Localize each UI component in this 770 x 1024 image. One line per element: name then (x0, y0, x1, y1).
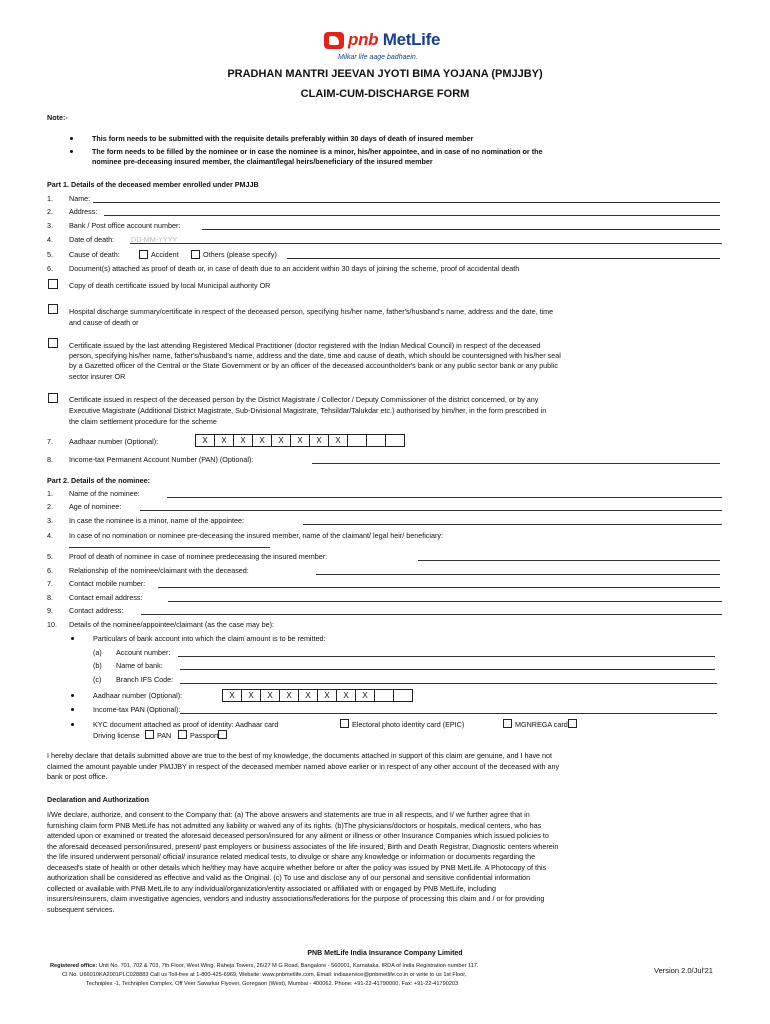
proof-checkbox-4[interactable] (48, 393, 58, 403)
bullet (70, 150, 73, 153)
form-subtitle: CLAIM-CUM-DISCHARGE FORM (300, 88, 470, 100)
digit-box[interactable] (375, 689, 394, 702)
ifsc-label: Branch IFS Code: (116, 675, 174, 684)
documents-attached-label: Document(s) attached as proof of death or, in case of death due to an accident within 30 days of joining the scheme, proof of accidental death (69, 264, 520, 273)
field-number: 4. (47, 531, 53, 540)
others-label: Others (please specify) (203, 250, 277, 259)
footer-company: PNB MetLife India Insurance Company Limited (307, 950, 463, 957)
digit-box[interactable]: X (195, 434, 215, 447)
nominee-death-proof-field[interactable] (418, 560, 720, 561)
pnb-logo-icon (324, 32, 344, 49)
contact-address-field[interactable] (141, 614, 722, 615)
declaration-text (47, 751, 724, 783)
nominee-name-label: Name of the nominee: (69, 489, 140, 498)
epic-checkbox[interactable] (503, 719, 512, 728)
digit-box[interactable]: X (280, 689, 299, 702)
digit-box[interactable]: X (215, 434, 234, 447)
field-number: 5. (47, 250, 53, 259)
field-number: 1. (47, 489, 53, 498)
authorization-text (47, 810, 724, 915)
nominee-aadhaar-label: Aadhaar number (Optional): (93, 691, 183, 700)
pan-label: Income-tax Permanent Account Number (PAN) (Optional): (69, 455, 254, 464)
authorization-line: collected or available with PNB MetLife to any individual/organization/entity associated or affiliated with or engaged by PNB MetLife, including (47, 883, 496, 893)
authorization-line: subsequent services. (47, 904, 115, 914)
pan-field[interactable] (312, 463, 720, 464)
passport-label: Passport (190, 731, 219, 740)
proof-checkbox-2[interactable] (48, 304, 58, 314)
appointee-field[interactable] (303, 524, 722, 525)
bullet (71, 694, 74, 697)
deceased-name-field[interactable] (93, 202, 720, 203)
passport-checkbox[interactable] (218, 730, 227, 739)
declaration-line: claimed the amount payable under PMJJBY in respect of the deceased member named above earlier or in respect of any other account of the deceased with any (47, 761, 560, 771)
form-title: PRADHAN MANTRI JEEVAN JYOTI BIMA YOJANA (PMJJBY) (227, 68, 543, 80)
proof-text: Certificate issued by the last attending Registered Medical Practitioner (doctor registered with the Indian Medical Council) in respect of the deceased (69, 341, 541, 350)
email-label: Contact email address: (69, 593, 143, 602)
aadhaar-number-boxes[interactable] (195, 434, 405, 445)
authorization-line: the life insured underwent personal/ official/ insurance related medical tests, to divulge or share any knowledge or information or documents regarding the (47, 852, 536, 861)
proof-text: Hospital discharge summary/certificate in respect of the deceased person, specifying his/her name, father's/husband's name, address and the date, time (69, 307, 554, 316)
digit-box[interactable]: X (234, 434, 253, 447)
digit-box[interactable] (394, 689, 413, 702)
field-number: 6. (47, 264, 53, 273)
bank-row-index: (b) (93, 661, 102, 670)
digit-box[interactable]: X (253, 434, 272, 447)
pan-option-label: PAN (157, 731, 172, 740)
bank-account-label: Account number: (116, 648, 171, 657)
field-number: 10. (47, 620, 57, 629)
proof-text: Executive Magistrate (Additional District Magistrate, Sub-Divisional Magistrate, Tehsildar/Talukdar etc.) authorised by him/her, in the form prescribed in (69, 406, 547, 415)
aadhaar-label: Aadhaar number (Optional): (69, 437, 159, 446)
bank-row-index: (a) (93, 648, 102, 657)
digit-box[interactable]: X (329, 434, 348, 447)
logo-tagline: Milkar life aage badhaein. (338, 54, 418, 61)
logo-pnb: pnb (348, 30, 379, 49)
digit-box[interactable] (367, 434, 386, 447)
proof-text: person, specifying his/her name, father's/husband's name, address and the date, time and cause of death, which should be countersigned with his/her seal (69, 351, 561, 360)
driving-license-checkbox[interactable] (145, 730, 154, 739)
digit-box[interactable]: X (337, 689, 356, 702)
note-item: This form needs to be submitted with the requisite details preferably within 30 days of death of insured member (92, 134, 474, 143)
nominee-details-label: Details of the nominee/appointee/claimant (as the case may be): (69, 620, 274, 629)
declaration-heading: Declaration and Authorization (47, 795, 149, 804)
account-number-field[interactable] (202, 229, 720, 230)
proof-checkbox-1[interactable] (48, 279, 58, 289)
proof-text: and cause of death or (69, 318, 139, 327)
proof-text: Copy of death certificate issued by local Municipal authority OR (69, 281, 271, 290)
footer-cin: CI No. U66010KA2001PLC028883 Call us Toll-free at 1-800-425-6969, Website: www.pnbmetlife.com, Email: indiaservice@pnbmetlife.co.in or write to us 1st Floor, (62, 972, 467, 978)
deceased-address-field[interactable] (104, 215, 720, 216)
bank-row-index: (c) (93, 675, 102, 684)
proof-text: the claim settlement procedure for the scheme (69, 417, 217, 426)
field-number: 2. (47, 502, 53, 511)
field-number: 8. (47, 593, 53, 602)
footer-address: Techniplex -1, Techniplex Complex, Off Veer Savarkar Flyover, Goregaon (West), Mumbai - 400062. Phone: +91-22-41790000, Fax: +91-22-41790203 (86, 981, 459, 987)
digit-box[interactable]: X (310, 434, 329, 447)
digit-box[interactable]: X (242, 689, 261, 702)
digit-box[interactable]: X (356, 689, 375, 702)
field-number: 7. (47, 437, 53, 446)
digit-box[interactable] (348, 434, 367, 447)
pnb-metlife-logo (324, 30, 454, 68)
bank-particulars-label: Particulars of bank account into which the claim amount is to be remitted: (93, 634, 326, 643)
bullet (71, 723, 74, 726)
nominee-pan-field[interactable] (180, 713, 717, 714)
authorization-line: insurers/reinsurers, claim investigative agencies, vendors and industry associations/federations for the purpose of processing this claim and / or for providing (47, 894, 545, 903)
claimant-label: In case of no nomination or nominee pre-deceasing the insured member, name of the claimant/ legal heir/ beneficiary: (69, 531, 443, 540)
authorization-line: deceased's state of health or other details which he/they may have acquire whether before or after the policy was issued by PNB MetLife. A Photocopy of this (47, 862, 547, 872)
bullet (71, 637, 74, 640)
cause-of-death-label: Cause of death: (69, 250, 120, 259)
nominee-pan-label: Income-tax PAN (Optional): (93, 705, 181, 714)
proof-checkbox-3[interactable] (48, 338, 58, 348)
date-of-death-placeholder: DD-MM-YYYY (131, 235, 178, 244)
part2-heading: Part 2. Details of the nominee: (47, 476, 151, 485)
relationship-field[interactable] (316, 574, 720, 575)
date-of-death-label: Date of death: (69, 235, 115, 244)
accident-label: Accident (151, 250, 179, 259)
footer-registered (50, 962, 478, 970)
note-label: Note:- (47, 113, 68, 122)
mobile-label: Contact mobile number: (69, 579, 146, 588)
kyc-label: KYC document attached as proof of identity: Aadhaar card (93, 720, 279, 729)
nominee-age-label: Age of nominee: (69, 502, 122, 511)
driving-license-label: Driving license (93, 731, 140, 740)
contact-address-label: Contact address: (69, 606, 124, 615)
appointee-label: In case the nominee is a minor, name of the appointee: (69, 516, 245, 525)
deceased-address-label: Address: (69, 207, 98, 216)
field-number: 4. (47, 235, 53, 244)
relationship-label: Relationship of the nominee/claimant with the deceased: (69, 566, 249, 575)
nominee-aadhaar-boxes[interactable] (222, 689, 413, 700)
nominee-age-field[interactable] (140, 510, 722, 511)
deceased-name-label: Name: (69, 194, 91, 203)
proof-text: Certificate issued in respect of the deceased person by the District Magistrate / Collector / Deputy Commissioner of the district concerned, or by any (69, 395, 539, 404)
note-item: The form needs to be filled by the nominee or in case the nominee is a minor, his/her appointee, and in case of no nomination or the (92, 147, 543, 156)
bullet (70, 137, 73, 140)
others-checkbox[interactable] (191, 250, 200, 259)
bank-name-field[interactable] (180, 669, 715, 670)
footer-reg-text: Unit No. 701, 702 & 703, 7th Floor, West Wing, Raheja Towers, 26/27 M G Road, Bangalore - 560001, Karnataka. IRDA of India Registration number 117. (98, 963, 479, 969)
field-number: 9. (47, 606, 53, 615)
digit-box[interactable]: X (299, 689, 318, 702)
digit-box[interactable]: X (261, 689, 280, 702)
epic-label: Electoral photo identity card (EPIC) (352, 720, 465, 729)
authorization-line: the aforesaid deceased person/insured, present/ past employers or business associates of the life insured, Birth and Death Registrar, Diagnostic centers wherein (47, 841, 559, 851)
authorization-line: I/We declare, authorize, and consent to the Company that: (a) The above answers and statements are true in all respects, and I/ we further agree that in (47, 810, 530, 819)
note-item: nominee pre-deceasing insured member, the claimant/legal heirs/beneficiary of the insured member (92, 157, 433, 166)
version-label: Version 2.0/Jul'21 (654, 966, 713, 975)
accident-checkbox[interactable] (139, 250, 148, 259)
digit-box[interactable]: X (318, 689, 337, 702)
field-number: 6. (47, 566, 53, 575)
cause-specify-field[interactable] (287, 258, 720, 259)
date-of-death-field[interactable] (130, 243, 722, 244)
footer-reg-label: Registered office: (50, 963, 98, 969)
nominee-death-proof-label: Proof of death of nominee in case of nominee predeceasing the insured member: (69, 552, 328, 561)
logo-metlife: MetLife (382, 30, 441, 49)
field-number: 3. (47, 516, 53, 525)
claimant-field[interactable] (69, 547, 270, 548)
part1-heading: Part 1. Details of the deceased member enrolled under PMJJB (47, 180, 259, 189)
bullet (71, 708, 74, 711)
field-number: 3. (47, 221, 53, 230)
aadhaar-card-checkbox[interactable] (340, 719, 349, 728)
digit-box[interactable]: X (291, 434, 310, 447)
authorization-line: authorization shall be considered as effective and valid as the Original. (c) To use and disclose any of our personal and sensitive confidential information (47, 873, 531, 882)
authorization-line: attended upon or examined or treated the aforesaid deceased person/insured for any ailment or illness or other Insurance Companies which issued policies to (47, 831, 549, 840)
email-field[interactable] (168, 601, 722, 602)
authorization-line: furnishing claim form PNB MetLife has not admitted any liability or waived any of its rights. (b)The physicians/doctors or hospitals, medical centers, who has (47, 820, 542, 830)
bank-name-label: Name of bank: (116, 661, 163, 670)
nominee-name-field[interactable] (167, 497, 722, 498)
proof-text: sector insurer OR (69, 372, 126, 381)
ifsc-field[interactable] (180, 683, 717, 684)
field-number: 8. (47, 455, 53, 464)
declaration-line: bank or post office. (47, 772, 108, 781)
field-number: 2. (47, 207, 53, 216)
mgnrega-checkbox[interactable] (568, 719, 577, 728)
account-number-label: Bank / Post office account number: (69, 221, 181, 230)
mgnrega-label: MGNREGA card (515, 720, 568, 729)
digit-box[interactable]: X (272, 434, 291, 447)
pan-checkbox[interactable] (178, 730, 187, 739)
field-number: 7. (47, 579, 53, 588)
field-number: 5. (47, 552, 53, 561)
digit-box[interactable] (386, 434, 405, 447)
field-number: 1. (47, 194, 53, 203)
mobile-field[interactable] (158, 587, 720, 588)
digit-box[interactable]: X (222, 689, 242, 702)
proof-text: by a Gazetted officer of the Central or the State Government or by an officer of the deceased accountholder's bank or any public sector bank or any public (69, 361, 558, 370)
bank-account-field[interactable] (178, 656, 715, 657)
declaration-line: I hereby declare that details submitted above are true to the best of my knowledge, the documents attached in support of this claim are genuine, and I have not (47, 751, 553, 760)
